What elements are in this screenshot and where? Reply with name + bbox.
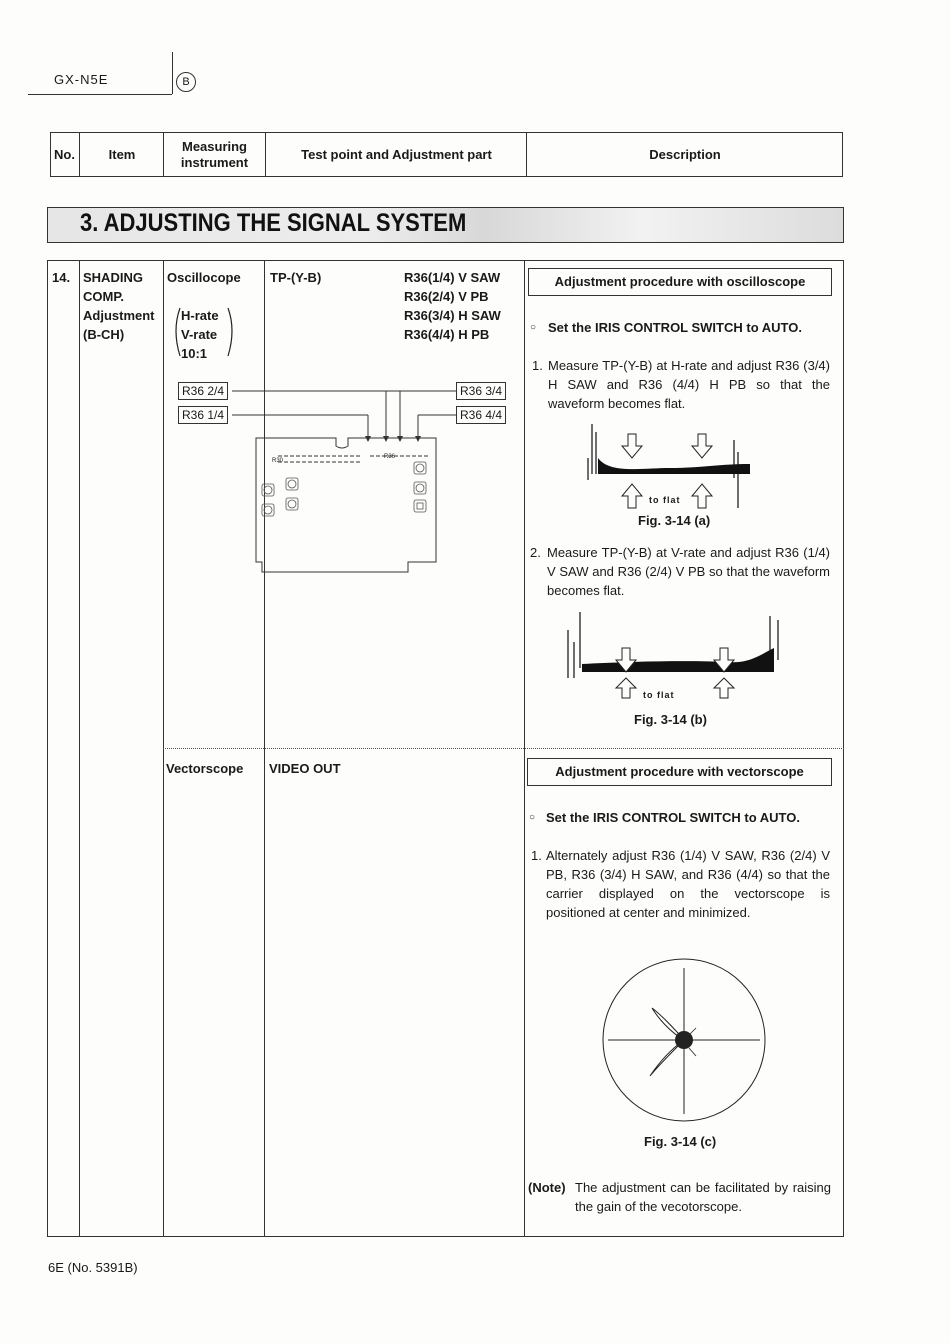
model-label: GX-N5E <box>54 72 109 87</box>
osc-procedure-title: Adjustment procedure with oscilloscope <box>528 268 832 296</box>
osc-step1-text: Measure TP-(Y-B) at H-rate and adjust R36 (3/4) H SAW and R36 (4/4) H PB so that the waveform becomes flat. <box>548 358 830 411</box>
vrate-label: V-rate <box>181 327 218 342</box>
board-label-r36-14: R36 1/4 <box>178 406 228 424</box>
note-label: (Note) <box>528 1180 566 1195</box>
col-instrument: Measuring instrument <box>163 132 265 177</box>
ratio-label: 10:1 <box>181 346 208 361</box>
part-1: R36(1/4) V SAW <box>404 270 501 285</box>
board-label-r36-44: R36 4/4 <box>456 406 506 424</box>
item-line-3: Adjustment <box>83 308 155 323</box>
vec-procedure-title: Adjustment procedure with vectorscope <box>527 758 832 786</box>
section-title: 3. ADJUSTING THE SIGNAL SYSTEM <box>80 209 467 237</box>
page-footer: 6E (No. 5391B) <box>48 1260 138 1275</box>
vec-step0-bullet: ○ <box>529 812 536 823</box>
board-label-r36-34: R36 3/4 <box>456 382 506 400</box>
part-3: R36(3/4) H SAW <box>404 308 501 323</box>
osc-step1-num: 1. <box>532 358 543 373</box>
hrate-label: H-rate <box>181 308 219 323</box>
vectorscope-diagram <box>600 958 770 1128</box>
testpoint-label: TP-(Y-B) <box>270 270 322 285</box>
board-ref-r30: R30 <box>272 458 284 464</box>
board-ref-r36: R36 <box>384 454 396 460</box>
item-line-4: (B-CH) <box>83 327 125 342</box>
part-2: R36(2/4) V PB <box>404 289 489 304</box>
header-underline <box>28 94 172 95</box>
instrument-oscilloscope: Oscillocope <box>167 270 241 285</box>
header-divider <box>172 52 173 94</box>
osc-step2-text: Measure TP-(Y-B) at V-rate and adjust R36 (1/4) V SAW and R36 (2/4) V PB so that the waveform becomes flat. <box>547 545 830 598</box>
fig-a-caption: Fig. 3-14 (a) <box>638 513 711 528</box>
part-4: R36(4/4) H PB <box>404 327 490 342</box>
col-testpoint: Test point and Adjustment part <box>265 132 527 177</box>
waveform-a-to-flat: to flat <box>649 495 681 505</box>
vec-step0-text: Set the IRIS CONTROL SWITCH to AUTO. <box>546 810 800 825</box>
col-no: No. <box>54 146 75 162</box>
waveform-b-to-flat: to flat <box>643 690 675 700</box>
row-separator <box>163 748 844 749</box>
row-number: 14. <box>52 270 71 285</box>
osc-step0-bullet: ○ <box>530 322 537 333</box>
fig-c-caption: Fig. 3-14 (c) <box>644 1134 717 1149</box>
osc-step0-text: Set the IRIS CONTROL SWITCH to AUTO. <box>548 320 802 335</box>
testpoint-video-out: VIDEO OUT <box>269 761 341 776</box>
col-line-1 <box>79 260 80 1237</box>
col-item: Item <box>79 132 164 177</box>
osc-step2-num: 2. <box>530 545 541 560</box>
vec-step1-num: 1. <box>531 848 542 863</box>
instrument-vectorscope: Vectorscope <box>166 761 244 776</box>
fig-b-caption: Fig. 3-14 (b) <box>634 712 707 727</box>
board-label-r36-24: R36 2/4 <box>178 382 228 400</box>
item-line-2: COMP. <box>83 289 124 304</box>
note-text: The adjustment can be facilitated by raising the gain of the vecotorscope. <box>575 1180 831 1214</box>
vec-step1-text: Alternately adjust R36 (1/4) V SAW, R36 (2/4) V PB, R36 (3/4) H SAW, and R36 (4/4) so that the carrier displayed on the vectorscope is positioned at center and minimized. <box>546 848 830 920</box>
item-line-1: SHADING <box>83 270 143 285</box>
section-badge: B <box>176 72 196 92</box>
waveform-b <box>560 608 800 708</box>
col-description: Description <box>526 132 843 177</box>
